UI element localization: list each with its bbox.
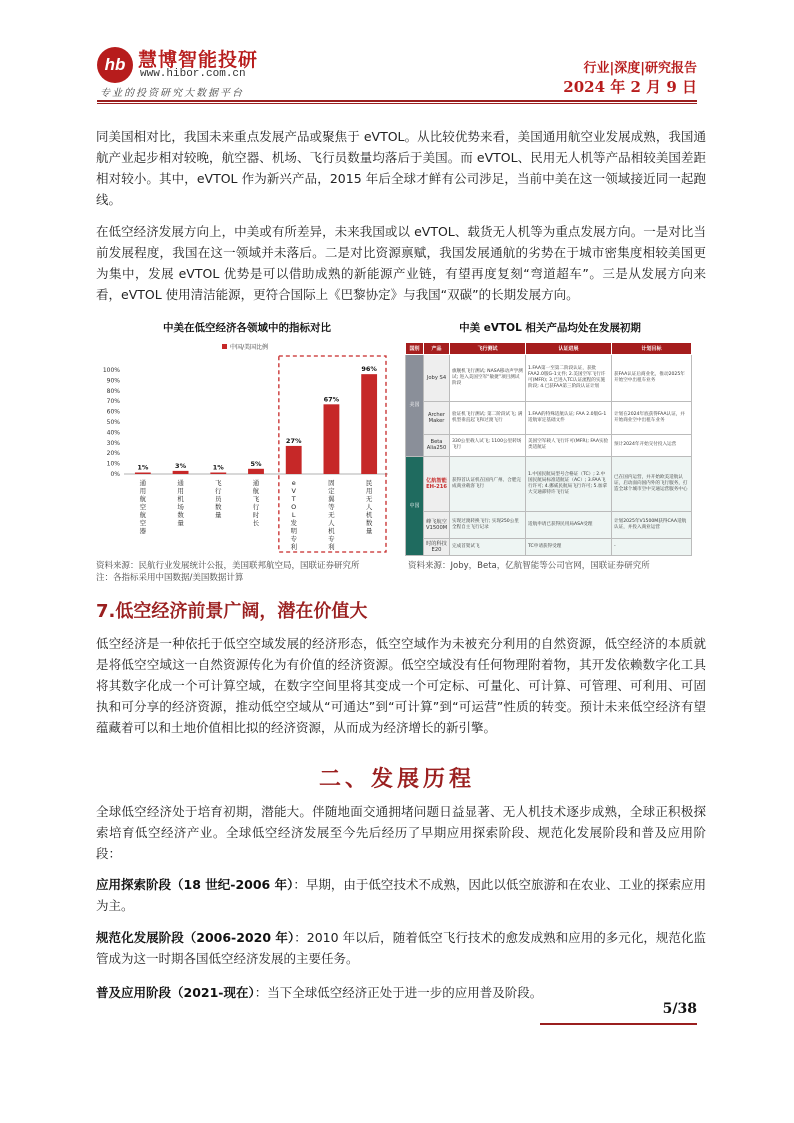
x-tick-label-char: T [291, 495, 296, 503]
report-date: 2024 年 2 月 9 日 [563, 78, 697, 96]
x-tick-label-char: 通 [252, 479, 260, 487]
x-tick-label-char: 无 [328, 511, 335, 519]
right-table-title: 中美 eVTOL 相关产品均处在发展初期 [459, 322, 641, 334]
test-cell: 旗舰机飞行测试; NASA移动声学测试; 进入美国空军“敏捷”项目测试阶段 [450, 355, 526, 402]
plan-cell: 已在国内运营，并开始欧美适航认证，启动面向国内外的飞行服务，打造全球个城市空中交通运营服务中心 [612, 456, 692, 511]
table-row [406, 435, 692, 456]
cert-cell: 1.FAA第一至第二阶段认证，获批 FAA2.0版G-1文件; 2.美国空军飞行许可(MFR); 3.已进入TC认证流程的实施阶段; 4.已获FAA第三阶段认证计划 [526, 355, 612, 402]
paragraph-2 [96, 221, 706, 305]
x-tick-label-char: 专 [328, 535, 335, 543]
region-cell-us: 美国 [406, 355, 424, 457]
stage-2 [96, 927, 706, 969]
section-2-intro [96, 801, 706, 864]
x-tick-label-char: 民 [365, 479, 373, 487]
data-label: 67% [323, 395, 340, 404]
x-tick-label-char: 数 [215, 503, 222, 511]
x-tick-label-char: 用 [177, 487, 184, 495]
y-tick-label: 50% [106, 419, 120, 426]
x-tick-label-char: 机 [365, 511, 373, 519]
test-cell: 330公里载人试飞; 1100公里转场飞行 [450, 435, 526, 456]
stage-3-label: 普及应用阶段（2021-现在） [96, 985, 255, 1000]
report-category: 行业|深度|研究报告 [583, 61, 697, 76]
table-header: 国别 [406, 343, 424, 355]
section-7-text: 低空经济是一种依托于低空空域发展的经济形态，低空空域作为未被充分利用的自然资源，低空经济的本质就是将低空空域这一自然资源传化为有价值的经济资源。低空空域没有任何物理附着物，其开发依赖数字化工具将其数字化成一个可计算空域，在数字空间里将其变成一个可定标、可量化、可计算、可管理、可利用、可固执和可分享的经济资源，推动低空空域从“可通达”到“可计算”到“可运营”性质的转变。预计未来低空经济有望蕴藏着可以和土地价值相比拟的经济资源，从而成为经济增长的新引擎。 [96, 636, 706, 735]
x-tick-label-char: 场 [177, 503, 184, 511]
paragraph-1-text: 同美国相对比，我国未来重点发展产品或聚焦于 eVTOL。从比较优势来看，美国通用航空业发展成熟，我国通航产业起步相对较晚，航空器、机场、飞行员数量均落后于美国。而 eVTOL、民用无人机等产品相较美国差距相对较小。其中，eVTOL 作为新兴产品，2015 年后全球才鲜有公司涉足，当前中美在这一领域接近同一起跑线。 [96, 129, 706, 207]
brand-slogan: 专业的投资研究大数据平台 [100, 88, 244, 99]
x-tick-label-char: L [291, 511, 296, 519]
header-rule [97, 100, 697, 102]
x-tick-label-char: 长 [252, 519, 260, 527]
x-tick-label-char: 用 [365, 487, 373, 495]
plan-cell: - [612, 539, 692, 556]
table-row [406, 456, 692, 511]
product-cell: Beta Alia250 [424, 435, 450, 456]
legend-label: 中国/美国比例 [230, 344, 269, 351]
cert-cell: 适航申请已获得民用局ASA受理 [526, 511, 612, 539]
y-tick-label: 90% [106, 377, 120, 385]
x-tick-label-char: 机 [328, 527, 335, 535]
logo-mark: hb [97, 47, 133, 83]
y-tick-label: 40% [106, 429, 120, 437]
stage-1 [96, 874, 706, 916]
x-tick-label-char: 时 [252, 511, 260, 519]
x-tick-label-char: 人 [365, 503, 373, 511]
x-tick-label-char: 航 [139, 511, 147, 519]
cert-cell: 美国空军载人飞行许可(MFR); FAA实验类适航证 [526, 435, 612, 456]
region-cell-cn: 中国 [406, 456, 424, 555]
table-row [406, 401, 692, 435]
y-tick-label: 10% [106, 460, 120, 468]
table-row [406, 355, 692, 402]
x-tick-label-char: 航 [139, 495, 147, 503]
x-tick-label-char: 无 [365, 495, 373, 503]
y-tick-label: 30% [106, 439, 120, 447]
y-tick-label: 100% [102, 367, 120, 374]
data-label: 1% [137, 463, 149, 472]
product-cell: Archer Maker [424, 401, 450, 435]
table-row [406, 511, 692, 539]
y-tick-label: 0% [110, 471, 120, 478]
left-chart-source-text: 资料来源：民航行业发展统计公报，美国联邦航空局，国联证券研究所 [96, 561, 360, 571]
x-tick-label-char: 行 [252, 503, 260, 511]
product-cell: 时的科技 E20 [424, 539, 450, 556]
test-cell: 验证机飞行测试; 第二阶段试飞; 满机型垂直起飞和过渡飞行 [450, 401, 526, 435]
section-2-intro-text: 全球低空经济处于培育初期，潜能大。伴随地面交通拥堵问题日益显著、无人机技术逐步成熟，全球正积极探索培育低空经济产业。全球低空经济发展至今先后经历了早期应用探索阶段、规范化发展阶段和普及应用阶段： [96, 804, 706, 861]
y-tick-label: 20% [106, 450, 120, 458]
evtol-table [405, 342, 692, 556]
x-tick-label-char: 固 [328, 479, 335, 487]
bar-1 [173, 471, 189, 474]
cert-cell: TC申请获得受理 [526, 539, 612, 556]
cert-cell: 1.FAA的特殊适航认证; FAA 2.0版G-1适航审定基础文件 [526, 401, 612, 435]
stage-3-text: ：当下全球低空经济正处于进一步的应用普及阶段。 [254, 985, 543, 1000]
x-tick-label-char: 量 [177, 519, 184, 527]
stage-2-label: 规范化发展阶段（2006-2020 年） [96, 930, 295, 945]
y-tick-label: 60% [106, 408, 120, 416]
test-cell: 获得首认证机在国内广州、合肥完成商业载客飞行 [450, 456, 526, 511]
data-label: 27% [285, 436, 302, 445]
x-tick-label-char: 通 [139, 479, 147, 487]
x-tick-label-char: 通 [177, 479, 184, 487]
paragraph-2-text: 在低空经济发展方向上，中美或有所差异，未来我国或以 eVTOL、载货无人机等为重点发展方向。一是对比当前发展程度，我国在这一领域并未落后。二是对比资源禀赋，我国发展通航的劣势在于城市密集度相较美国更为集中，发展 eVTOL 优势是可以借助成熟的新能源产业链，有望再度复刻“弯道超车”。三是从发展方向来看，eVTOL 使用清洁能源，更符合国际上《巴黎协定》与我国“双碳”的长期发展方向。 [96, 224, 706, 302]
x-tick-label-char: 空 [139, 503, 147, 511]
data-label: 1% [212, 463, 224, 472]
x-tick-label-char: 器 [139, 527, 147, 535]
x-tick-label-char: 量 [365, 527, 373, 535]
bar-6 [361, 374, 377, 474]
x-tick-label-char: 数 [365, 519, 373, 527]
x-tick-label-char: 用 [139, 487, 147, 495]
y-tick-label: 80% [106, 387, 120, 395]
x-tick-label-char: 利 [290, 543, 297, 551]
table-header: 计划目标 [612, 343, 692, 355]
bar-4 [286, 446, 302, 474]
x-tick-label-char: 飞 [252, 495, 260, 503]
stage-1-text: ：早期，由于低空技术不成熟，因此以低空旅游和在农业、工业的探索应用为主。 [96, 877, 706, 913]
x-tick-label-char: 人 [328, 519, 335, 527]
data-label: 5% [250, 459, 262, 468]
x-tick-label-char: 量 [215, 511, 222, 519]
brand-name: 慧博智能投研 [138, 49, 259, 71]
plan-cell: 计划2025年V1500M获得CAA适航认证，并投入商业运营 [612, 511, 692, 539]
bar-5 [324, 404, 340, 474]
plan-cell: 预计2024年开始交付投入运营 [612, 435, 692, 456]
x-tick-label-char: 专 [290, 535, 297, 543]
plan-cell: 获FAA认证后商业化，推动2025年开始空中出租车业务 [612, 355, 692, 402]
test-cell: 实现过渡转换飞行; 实现250公里全程自主飞行记录 [450, 511, 526, 539]
x-tick-label-char: 数 [177, 511, 184, 519]
product-cell: Joby S4 [424, 355, 450, 402]
stage-3 [96, 982, 706, 1003]
x-tick-label-char: e [291, 479, 296, 487]
test-cell: 完成首架试飞 [450, 539, 526, 556]
footer-rule [540, 1023, 697, 1025]
left-chart-note: 注：各指标采用中国数据/美国数据计算 [96, 573, 244, 583]
x-tick-label-char: 明 [290, 527, 297, 535]
x-tick-label-char: 空 [139, 519, 147, 527]
cert-cell: 1.中国民航局型号合格证（TC）; 2.中国民航局标准适航证（AC）; 3.FAA飞行许可; 4.挪威民航局飞行许可; 5.加拿大交通部特许飞行证 [526, 456, 612, 511]
bar-0 [135, 473, 151, 475]
bar-2 [210, 473, 226, 475]
x-tick-label-char: 机 [177, 495, 184, 503]
bar-chart [96, 336, 398, 558]
stage-2-text: ：2010 年以后，随着低空飞行技术的愈发成熟和应用的多元化，规范化监管成为这一时期各国低空经济发展的主要任务。 [96, 930, 706, 966]
x-tick-label-char: O [291, 503, 297, 511]
product-cell: 峰飞航空 V1500M [424, 511, 450, 539]
section-7-body [96, 633, 706, 738]
bar-3 [248, 469, 264, 474]
x-tick-label-char: 航 [252, 487, 260, 495]
paragraph-1 [96, 126, 706, 210]
data-label: 96% [361, 365, 377, 374]
x-tick-label-char: 等 [328, 503, 335, 511]
table-header-row [406, 343, 692, 355]
data-label: 3% [175, 461, 187, 470]
table-header: 飞行测试 [450, 343, 526, 355]
x-tick-label-char: 翼 [328, 495, 335, 503]
right-table-source: 资料来源：Joby，Beta，亿航智能等公司官网，国联证券研究所 [408, 561, 650, 571]
table-header: 认证进展 [526, 343, 612, 355]
x-tick-label-char: 利 [328, 543, 335, 551]
stage-1-label: 应用探索阶段（18 世纪-2006 年） [96, 877, 294, 892]
x-tick-label-char: 员 [215, 495, 222, 503]
y-tick-label: 70% [106, 398, 120, 406]
x-tick-label-char: 发 [290, 519, 297, 527]
table-header: 产品 [424, 343, 450, 355]
left-chart-title: 中美在低空经济各领域中的指标对比 [163, 322, 331, 334]
left-chart-source [96, 560, 406, 584]
x-tick-label-char: 飞 [215, 479, 222, 487]
header-rule-thin [97, 103, 697, 104]
page-number: 5/38 [662, 1001, 697, 1017]
x-tick-label-char: 定 [328, 487, 335, 495]
product-cell: 亿航智能 EH-216 [424, 456, 450, 511]
section-7-heading: 7.低空经济前景广阔，潜在价值大 [96, 601, 368, 622]
section-2-heading: 二、发展历程 [318, 767, 475, 792]
legend-swatch [222, 344, 227, 349]
table-row [406, 539, 692, 556]
plan-cell: 计划在2024年底获得FAA认证，并开始商业空中出租车业务 [612, 401, 692, 435]
x-tick-label-char: 行 [215, 487, 222, 495]
brand-url[interactable]: www.hibor.com.cn [140, 68, 246, 80]
x-tick-label-char: V [291, 487, 296, 495]
